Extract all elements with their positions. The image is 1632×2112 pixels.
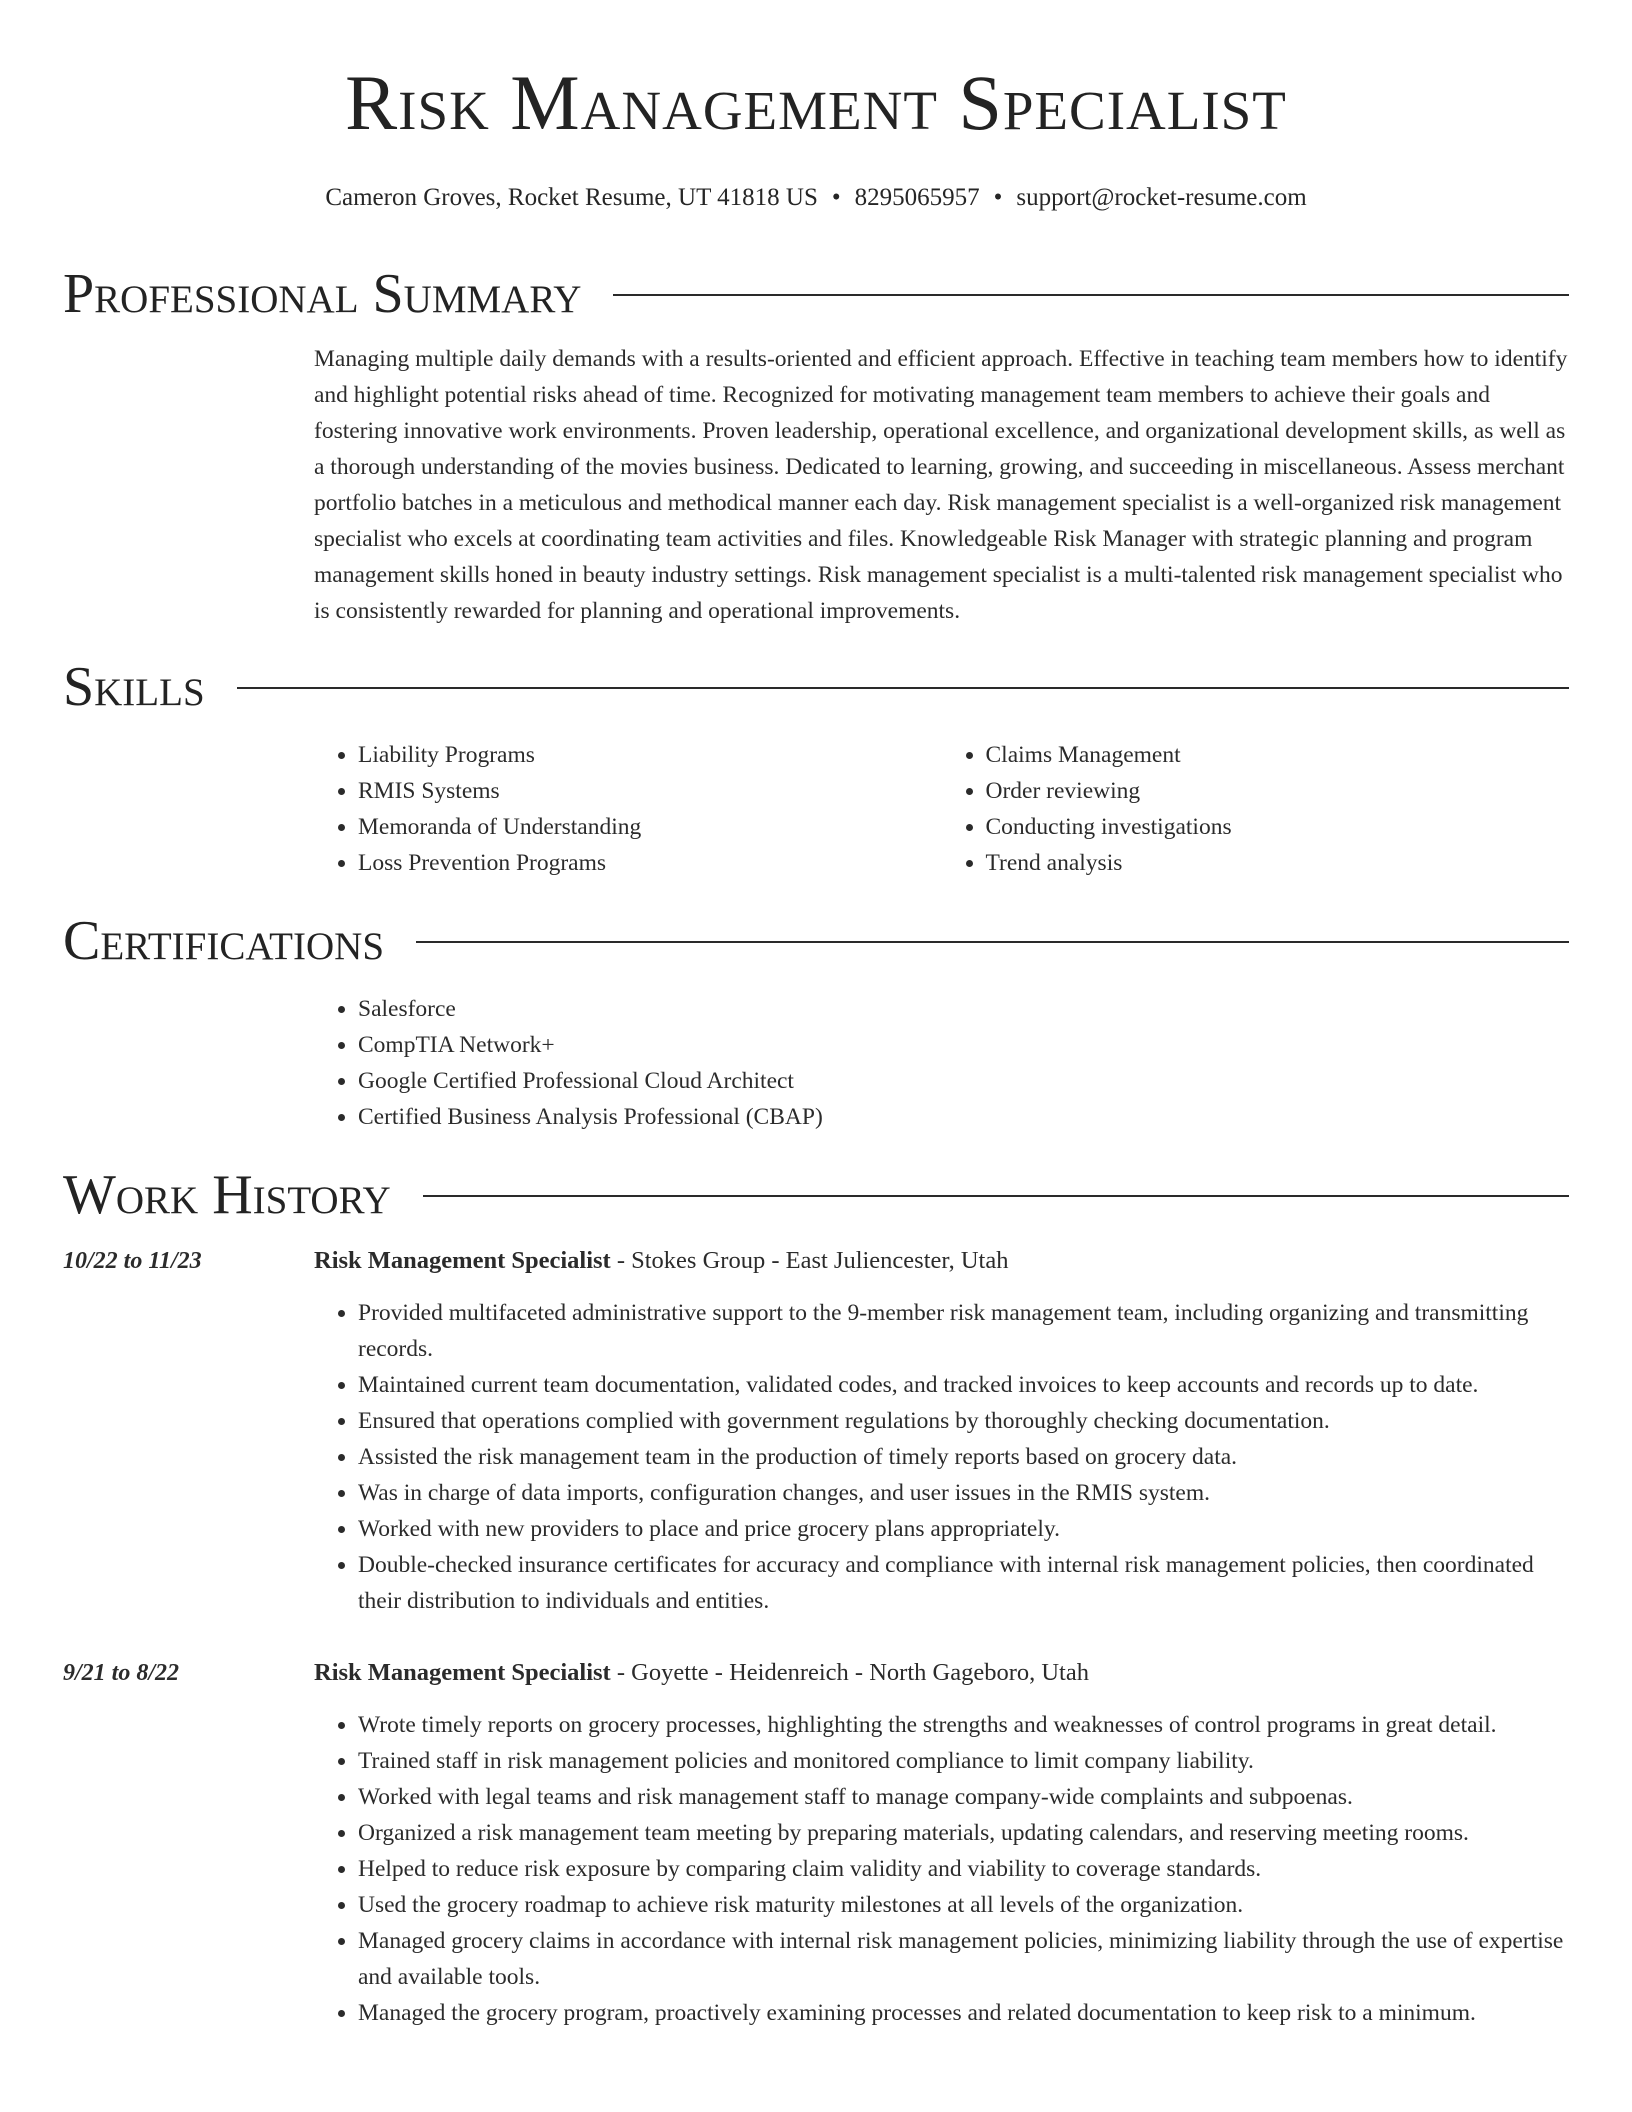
job-bullet: • Wrote timely reports on grocery processes, highlighting the strengths and weaknesses of control programs in great detail.: [358, 1707, 1569, 1743]
job-company-location: - Stokes Group - East Juliencester, Utah: [610, 1247, 1009, 1274]
skill-item: • Order reviewing: [986, 773, 1570, 809]
skills-list-left: [314, 737, 942, 881]
skill-item: • RMIS Systems: [358, 773, 942, 809]
certification-item: • Google Certified Professional Cloud Architect: [358, 1063, 1569, 1099]
skill-item: • Loss Prevention Programs: [358, 845, 942, 881]
contact-separator: •: [831, 184, 841, 211]
skills-section-header: [63, 656, 1569, 718]
job-bullet: • Double-checked insurance certificates for accuracy and compliance with internal risk management policies, then coordinated their distribution to individuals and entities.: [358, 1547, 1569, 1619]
job-bullet: • Worked with legal teams and risk management staff to manage company-wide complaints and subpoenas.: [358, 1779, 1569, 1815]
job-bullet: • Trained staff in risk management policies and monitored compliance to limit company liability.: [358, 1743, 1569, 1779]
skills-list-right: [942, 737, 1570, 881]
job-dates: 9/21 to 8/22: [63, 1660, 180, 1686]
job-bullet: • Maintained current team documentation, validated codes, and tracked invoices to keep accounts and records up to date.: [358, 1367, 1569, 1403]
job-title-line: [314, 1655, 1569, 1691]
section-divider: [423, 1195, 1569, 1197]
certifications-list: [314, 991, 1569, 1135]
job-entry: [63, 1655, 1569, 2031]
job-bullet: • Ensured that operations complied with government regulations by thoroughly checking documentation.: [358, 1403, 1569, 1439]
skill-item: • Claims Management: [986, 737, 1570, 773]
summary-heading: Professional Summary: [63, 263, 582, 325]
skills-grid: [314, 737, 1569, 881]
job-bullet: • Organized a risk management team meeting by preparing materials, updating calendars, and reserving meeting rooms.: [358, 1815, 1569, 1851]
job-body: [314, 1243, 1569, 1619]
job-title: Risk Management Specialist: [314, 1247, 611, 1274]
summary-section-header: [63, 263, 1569, 325]
skill-item: • Conducting investigations: [986, 809, 1570, 845]
section-divider: [416, 941, 1569, 943]
job-bullet: • Provided multifaceted administrative support to the 9-member risk management team, including organizing and transmitting records.: [358, 1295, 1569, 1367]
job-title-line: [314, 1243, 1569, 1279]
contact-email: support@rocket-resume.com: [1016, 184, 1307, 211]
job-title: Risk Management Specialist: [314, 1659, 611, 1686]
contact-address: Cameron Groves, Rocket Resume, UT 41818 US: [325, 184, 818, 211]
skills-heading: Skills: [63, 656, 205, 718]
job-bullet: • Helped to reduce risk exposure by comparing claim validity and viability to coverage standards.: [358, 1851, 1569, 1887]
skill-item: • Memoranda of Understanding: [358, 809, 942, 845]
job-bullet-list: [314, 1707, 1569, 2031]
skill-item: • Liability Programs: [358, 737, 942, 773]
summary-text: Managing multiple daily demands with a results-oriented and efficient approach. Effective in teaching team members how to identify and highlight potential risks ahead of time. Recognized for motivating management team members to achieve their goals and fostering innovative work environments. Proven leadership, operational excellence, and organizational development skills, as well as a thorough understanding of the movies business. Dedicated to learning, growing, and succeeding in miscellaneous. Assess merchant portfolio batches in a meticulous and methodical manner each day. Risk management specialist is a well-organized risk management specialist who excels at coordinating team activities and files. Knowledgeable Risk Manager with strategic planning and program management skills honed in beauty industry settings. Risk management specialist is a multi-talented risk management specialist who is consistently rewarded for planning and operational improvements.: [314, 346, 1568, 624]
job-bullet: • Managed the grocery program, proactively examining processes and related documentation to keep risk to a minimum.: [358, 1995, 1569, 2031]
work-history-section-header: [63, 1164, 1569, 1226]
certifications-section-header: [63, 910, 1569, 972]
contact-separator: •: [993, 184, 1003, 211]
certification-item: • Certified Business Analysis Professional (CBAP): [358, 1099, 1569, 1135]
work-history-heading: Work History: [63, 1164, 391, 1226]
certification-item: • CompTIA Network+: [358, 1027, 1569, 1063]
contact-phone: 8295065957: [854, 184, 980, 211]
job-bullet: • Assisted the risk management team in the production of timely reports based on grocery data.: [358, 1439, 1569, 1475]
job-bullet: • Worked with new providers to place and price grocery plans appropriately.: [358, 1511, 1569, 1547]
section-divider: [613, 294, 1569, 296]
section-divider: [237, 687, 1569, 689]
job-bullet: • Was in charge of data imports, configuration changes, and user issues in the RMIS system.: [358, 1475, 1569, 1511]
job-bullet: • Managed grocery claims in accordance with internal risk management policies, minimizing liability through the use of expertise and available tools.: [358, 1923, 1569, 1995]
job-entry: [63, 1243, 1569, 1619]
job-dates: 10/22 to 11/23: [63, 1248, 202, 1274]
job-bullet-list: [314, 1295, 1569, 1619]
contact-line: [63, 184, 1569, 212]
job-body: [314, 1655, 1569, 2031]
certifications-heading: Certifications: [63, 910, 385, 972]
job-bullet: • Used the grocery roadmap to achieve risk maturity milestones at all levels of the organization.: [358, 1887, 1569, 1923]
certification-item: • Salesforce: [358, 991, 1569, 1027]
resume-title: Risk Management Specialist: [345, 59, 1287, 146]
skill-item: • Trend analysis: [986, 845, 1570, 881]
job-company-location: - Goyette - Heidenreich - North Gageboro, Utah: [610, 1659, 1089, 1686]
